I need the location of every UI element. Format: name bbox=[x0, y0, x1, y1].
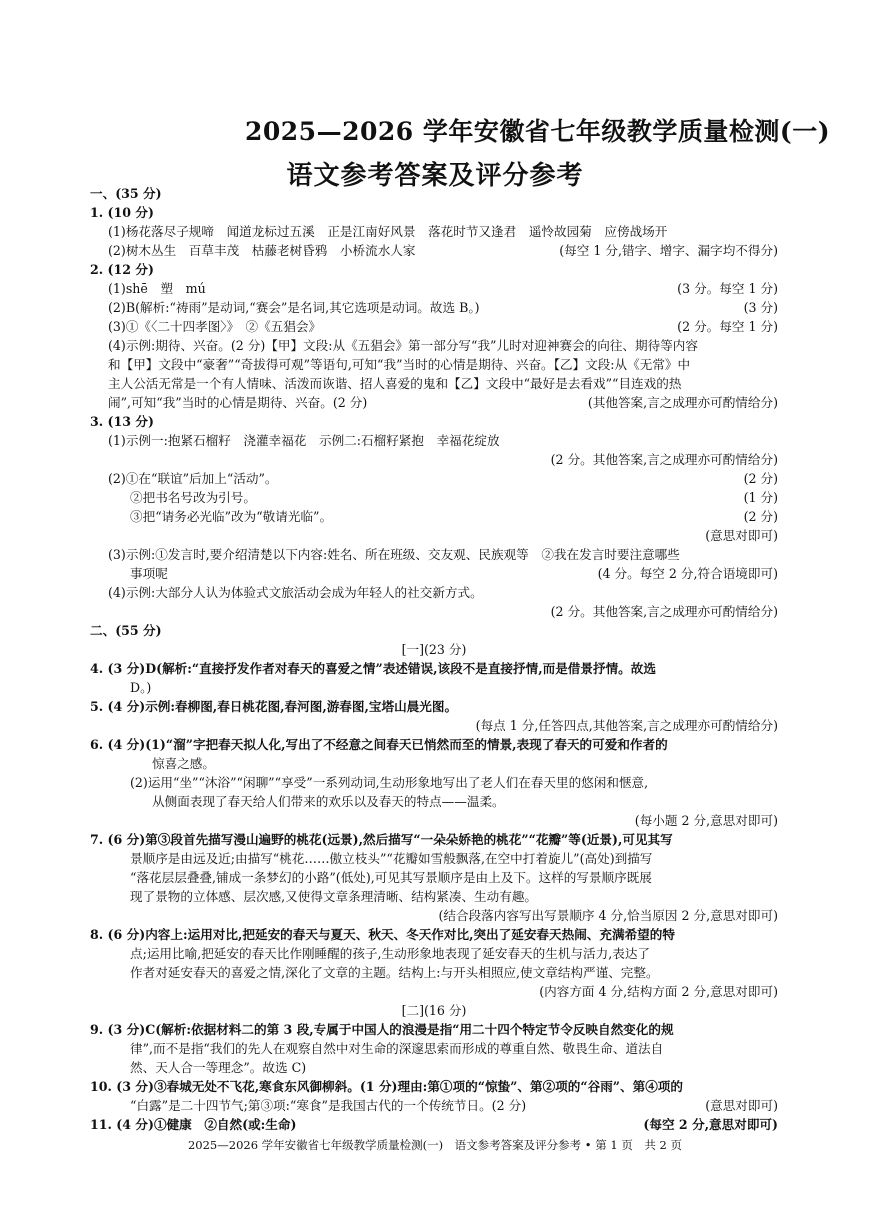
answer-line-text: (4)示例:大部分人认为体验式文旅活动会成为年轻人的社交新方式。 bbox=[108, 585, 483, 600]
answer-line-text: 点;运用比喻,把延安的春天比作刚睡醒的孩子,生动形象地表现了延安春天的生机与活力,表达了 bbox=[130, 946, 651, 961]
answer-line bbox=[90, 735, 778, 754]
answer-line-text: 一、(35 分) bbox=[90, 186, 162, 201]
answer-line-text: 4. (3 分)D(解析:“直接抒发作者对春天的喜爱之情”表述错误,该段不是直接抒情,而是借景抒情。故选 bbox=[90, 661, 656, 676]
answer-line bbox=[90, 545, 778, 564]
scoring-note: (4 分。每空 2 分,符合语境即可) bbox=[597, 566, 778, 581]
answer-line bbox=[90, 355, 778, 374]
answer-line-text: (2)①在“联谊”后加上“活动”。 bbox=[108, 471, 278, 486]
answer-line-text: (2 分。其他答案,言之成理亦可酌情给分) bbox=[550, 604, 778, 619]
answer-line-text: 2. (12 分) bbox=[90, 262, 154, 277]
answer-line bbox=[90, 526, 778, 545]
scoring-note: (每空 1 分,错字、增字、漏字均不得分) bbox=[559, 243, 778, 258]
answer-line bbox=[90, 1077, 778, 1096]
answer-line-text: 现了景物的立体感、层次感,又使得文章条理清晰、结构紧凑、生动有趣。 bbox=[130, 889, 538, 904]
answer-line bbox=[90, 1001, 778, 1020]
scoring-note: (2 分。每空 1 分) bbox=[677, 319, 778, 334]
answer-line-text: (内容方面 4 分,结构方面 2 分,意思对即可) bbox=[539, 984, 778, 999]
answer-line bbox=[90, 583, 778, 602]
answer-line-text: (3)①《〈二十四孝图〉》 ②《五猖会》 bbox=[108, 319, 322, 334]
answer-line-text: ②把书名号改为引号。 bbox=[130, 490, 256, 505]
answer-line-text: 律”,而不是指“我们的先人在观察自然中对生命的深邃思索而形成的尊重自然、敬畏生命、道法自 bbox=[130, 1041, 664, 1056]
answer-line-text: 8. (6 分)内容上:运用对比,把延安的春天与夏天、秋天、冬天作对比,突出了延安春天热闹、充满希望的特 bbox=[90, 927, 675, 942]
document-subtitle: 语文参考答案及评分参考 bbox=[286, 161, 584, 191]
answer-line-text: 从侧面表现了春天给人们带来的欢乐以及春天的特点——温柔。 bbox=[152, 794, 505, 809]
answer-line-text: 9. (3 分)C(解析:依据材料二的第 3 段,专属于中国人的浪漫是指“用二十四个特定节令反映自然变化的规 bbox=[90, 1022, 674, 1037]
answer-line bbox=[90, 317, 778, 336]
answer-line bbox=[90, 1058, 778, 1077]
answer-line bbox=[90, 279, 778, 298]
answer-line-text: 7. (6 分)第③段首先描写漫山遍野的桃花(远景),然后描写“一朵朵娇艳的桃花”“花瓣”等(近景),可见其写 bbox=[90, 832, 673, 847]
answer-line-text: 11. (4 分)①健康 ②自然(或:生命) bbox=[90, 1117, 297, 1132]
answer-line bbox=[90, 1020, 778, 1039]
answer-line bbox=[90, 431, 778, 450]
scoring-note: (2 分) bbox=[743, 471, 778, 486]
answer-line-text: 和【甲】文段中“豪奢”“奇拔得可观”等语句,可知“我”当时的心情是期待、兴奋。【乙】文段:从《无常》中 bbox=[108, 357, 691, 372]
answer-line-text: (1)示例一:抱紧石榴籽 浇灌幸福花 示例二:石榴籽紧抱 幸福花绽放 bbox=[108, 433, 500, 448]
answer-line-text: 主人公活无常是一个有人情味、活泼而诙谐、招人喜爱的鬼和【乙】文段中“最好是去看戏”“目连戏的热 bbox=[108, 376, 682, 391]
answer-line bbox=[90, 925, 778, 944]
scoring-note: (其他答案,言之成理亦可酌情给分) bbox=[587, 395, 778, 410]
answer-line bbox=[90, 450, 778, 469]
answer-line bbox=[90, 203, 778, 222]
answer-line bbox=[90, 469, 778, 488]
answer-line-text: (2)运用“坐”“沐浴”“闲聊”“享受”一系列动词,生动形象地写出了老人们在春天里的悠闲和惬意, bbox=[130, 775, 649, 790]
answer-line-text: (1)shē 塑 mú bbox=[108, 281, 206, 296]
scoring-note: (1 分) bbox=[743, 490, 778, 505]
answer-line bbox=[90, 564, 778, 583]
answer-line-text: (4)示例:期待、兴奋。(2 分)【甲】文段:从《五猖会》第一部分写“我”儿时对迎神赛会的向往、期待等内容 bbox=[108, 338, 698, 353]
answer-line bbox=[90, 184, 778, 203]
answer-line-text: 闹”,可知“我”当时的心情是期待、兴奋。(2 分) bbox=[108, 395, 368, 410]
answer-line bbox=[90, 830, 778, 849]
answer-line bbox=[90, 507, 778, 526]
answer-line-text: 惊喜之感。 bbox=[152, 756, 215, 771]
answer-line bbox=[90, 792, 778, 811]
answer-line bbox=[90, 1115, 778, 1134]
answer-line bbox=[90, 773, 778, 792]
answer-line bbox=[90, 678, 778, 697]
answer-line bbox=[90, 602, 778, 621]
answer-line bbox=[90, 241, 778, 260]
answer-line bbox=[90, 982, 778, 1001]
answer-line-text: (每点 1 分,任答四点,其他答案,言之成理亦可酌情给分) bbox=[475, 718, 778, 733]
answer-content bbox=[90, 184, 778, 1134]
answer-line-text: D。) bbox=[130, 680, 152, 695]
answer-line bbox=[90, 393, 778, 412]
answer-line-text: (3)示例:①发言时,要介绍清楚以下内容:姓名、所在班级、交友观、民族观等 ②我在发言时要注意哪些 bbox=[108, 547, 680, 562]
answer-line-text: [一](23 分) bbox=[401, 642, 467, 657]
answer-line bbox=[90, 849, 778, 868]
answer-line bbox=[90, 640, 778, 659]
answer-line bbox=[90, 944, 778, 963]
answer-line-text: [二](16 分) bbox=[401, 1003, 467, 1018]
answer-line bbox=[90, 697, 778, 716]
answer-line-text: (意思对即可) bbox=[705, 528, 778, 543]
answer-line-text: 二、(55 分) bbox=[90, 623, 162, 638]
answer-line-text: 5. (4 分)示例:春柳图,春日桃花图,春河图,游春图,宝塔山晨光图。 bbox=[90, 699, 458, 714]
answer-line-text: (每小题 2 分,意思对即可) bbox=[634, 813, 778, 828]
answer-line-text: “白露”是二十四节气;第③项:“寒食”是我国古代的一个传统节日。(2 分) bbox=[130, 1098, 527, 1113]
page-footer: 2025—2026 学年安徽省七年级教学质量检测(一) 语文参考答案及评分参考 • 第 1 页 共 2 页 bbox=[187, 1138, 682, 1152]
answer-line-text: 事项呢 bbox=[130, 566, 168, 581]
answer-line bbox=[90, 963, 778, 982]
answer-line-text: 然、天人合一等理念”。故选 C) bbox=[130, 1060, 307, 1075]
answer-line bbox=[90, 754, 778, 773]
answer-line bbox=[90, 222, 778, 241]
answer-line bbox=[90, 887, 778, 906]
answer-line bbox=[90, 716, 778, 735]
answer-line-text: (2)B(解析:“祷雨”是动词,“赛会”是名词,其它选项是动词。故选 B。) bbox=[108, 300, 480, 315]
scoring-note: (3 分。每空 1 分) bbox=[677, 281, 778, 296]
scoring-note: (2 分) bbox=[743, 509, 778, 524]
answer-line bbox=[90, 298, 778, 317]
scoring-note: (3 分) bbox=[743, 300, 778, 315]
answer-line-text: 景顺序是由远及近;由描写“桃花……傲立枝头”“花瓣如雪般飘落,在空中打着旋儿”(高处)到描写 bbox=[130, 851, 653, 866]
answer-line-text: 10. (3 分)③春城无处不飞花,寒食东风御柳斜。(1 分)理由:第①项的“惊蛰”、第②项的“谷雨”、第④项的 bbox=[90, 1079, 683, 1094]
answer-line bbox=[90, 868, 778, 887]
answer-line bbox=[90, 1039, 778, 1058]
answer-line bbox=[90, 811, 778, 830]
scoring-note: (每空 2 分,意思对即可) bbox=[643, 1117, 778, 1132]
answer-line bbox=[90, 906, 778, 925]
answer-line bbox=[90, 659, 778, 678]
answer-line bbox=[90, 488, 778, 507]
answer-line-text: (结合段落内容写出写景顺序 4 分,恰当原因 2 分,意思对即可) bbox=[438, 908, 778, 923]
answer-line bbox=[90, 260, 778, 279]
document-title: 2025—2026 学年安徽省七年级教学质量检测(一) bbox=[245, 117, 831, 146]
answer-line-text: (2)树木丛生 百草丰茂 枯藤老树昏鸦 小桥流水人家 bbox=[108, 243, 416, 258]
answer-line-text: (2 分。其他答案,言之成理亦可酌情给分) bbox=[550, 452, 778, 467]
answer-line-text: (1)杨花落尽子规啼 闻道龙标过五溪 正是江南好风景 落花时节又逢君 遥怜故园菊 应傍战场开 bbox=[108, 224, 668, 239]
answer-line-text: 1. (10 分) bbox=[90, 205, 154, 220]
answer-line bbox=[90, 621, 778, 640]
answer-line bbox=[90, 412, 778, 431]
answer-line-text: 3. (13 分) bbox=[90, 414, 154, 429]
answer-line-text: 6. (4 分)(1)“溜”字把春天拟人化,写出了不经意之间春天已悄然而至的情景,表现了春天的可爱和作者的 bbox=[90, 737, 668, 752]
scoring-note: (意思对即可) bbox=[705, 1098, 778, 1113]
answer-line bbox=[90, 1096, 778, 1115]
answer-line-text: “落花层层叠叠,铺成一条梦幻的小路”(低处),可见其写景顺序是由上及下。这样的写景顺序既展 bbox=[130, 870, 652, 885]
answer-line bbox=[90, 336, 778, 355]
answer-line-text: ③把“请务必光临”改为“敬请光临”。 bbox=[130, 509, 333, 524]
answer-line bbox=[90, 374, 778, 393]
answer-line-text: 作者对延安春天的喜爱之情,深化了文章的主题。结构上:与开头相照应,使文章结构严谨、完整。 bbox=[130, 965, 659, 980]
